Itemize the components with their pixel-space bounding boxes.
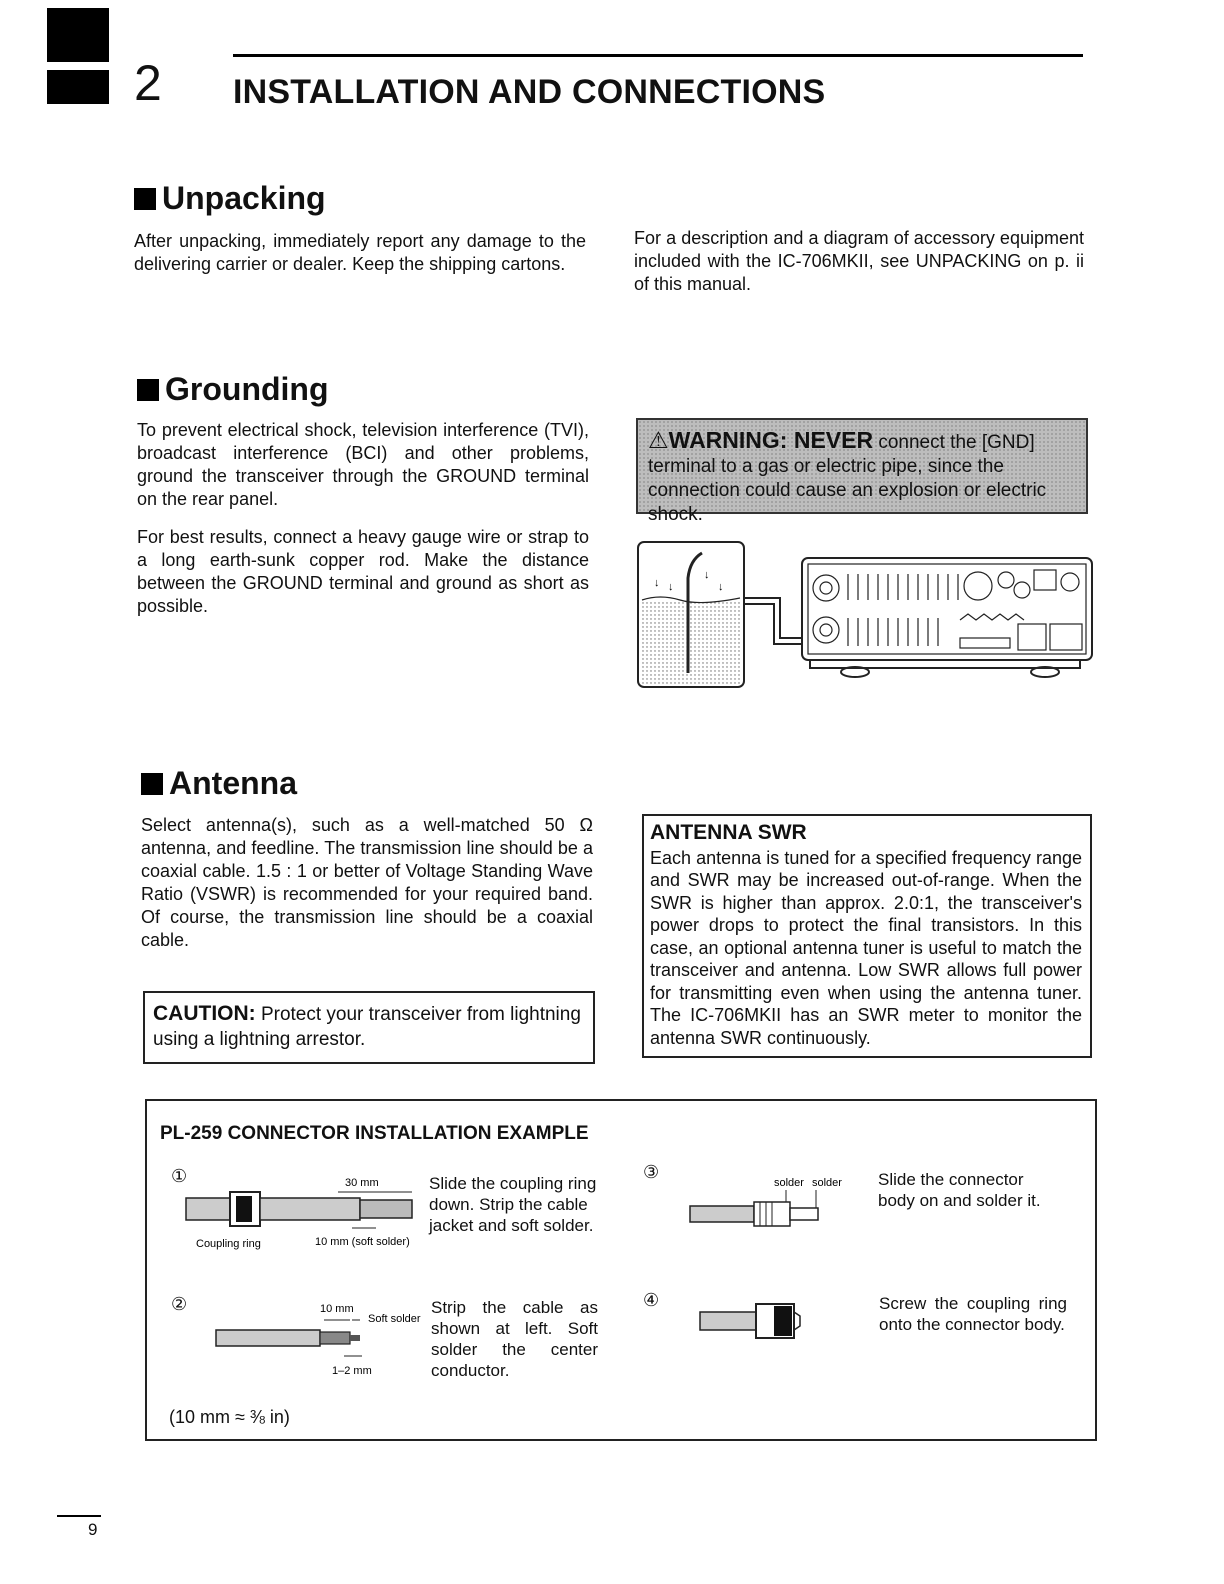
warning-label: WARNING: NEVER [668,427,874,453]
unpacking-left-text: After unpacking, immediately report any damage to the delivering carrier or dealer. Keep the shipping cartons. [134,231,586,274]
warning-icon: ⚠ [648,427,669,453]
pl259-title: PL-259 CONNECTOR INSTALLATION EXAMPLE [160,1123,589,1144]
warning-text: connect the [GND] terminal to a gas or electric pipe, since the connection could cause an explosion or electric shock. [648,432,1047,525]
step-2-label-soft-solder: Soft solder [368,1313,421,1325]
chapter-title: INSTALLATION AND CONNECTIONS [233,73,826,111]
transceiver-rear-panel [802,558,1092,677]
antenna-heading: Antenna [141,765,297,802]
step-4-number: ④ [643,1290,660,1310]
caution-label: CAUTION: [153,1002,256,1025]
pl259-note: (10 mm ≈ ⅜ in) [169,1407,290,1427]
svg-text:↓: ↓ [668,581,674,593]
svg-text:↓: ↓ [654,577,660,589]
step-3-number: ③ [643,1162,660,1182]
step-4-diagram [696,1298,816,1346]
section-bullet-icon [137,379,159,401]
step-3-label-solder-1: solder [774,1177,804,1189]
footer-rule [57,1515,101,1517]
caution-box [143,991,595,1064]
earth-rod-illustration [638,542,744,687]
grounding-para-1: To prevent electrical shock, television interference (TVI), broadcast interference (BCI) and other problems, ground the transceiver through the GROUND terminal on the rear panel. [137,420,589,509]
step-3-label-solder-2: solder [812,1177,842,1189]
section-bullet-icon [134,188,156,210]
svg-text:↓: ↓ [704,569,710,581]
step-3-diagram [686,1170,856,1230]
step-2-text: Strip the cable as shown at left. Soft solder the center conductor. [431,1298,598,1380]
svg-text:↓: ↓ [718,581,724,593]
page-number: 9 [88,1520,98,1539]
step-4-text: Screw the coupling ring onto the connector body. [879,1294,1067,1334]
step-1-label-coupling-ring: Coupling ring [196,1238,261,1250]
antenna-para: Select antenna(s), such as a well-matched 50 Ω antenna, and feedline. The transmission line should be a coaxial cable. 1.5 : 1 or better of Voltage Standing Wave Ratio (VSWR) is recommended for your required band. Of course, the transmission line should be a coaxial cable. [141,815,593,950]
step-1-number: ① [171,1166,188,1186]
caution-text: Protect your transceiver from lightning using a lightning arrestor. [153,1004,581,1050]
swr-title: ANTENNA SWR [650,821,807,844]
step-1-text: Slide the coupling ring down. Strip the cable jacket and soft solder. [429,1174,597,1235]
swr-text: Each antenna is tuned for a specified frequency range and SWR may be increased out-of-range. When the SWR is higher than approx. 2.0:1, the transceiver's power drops to protect the final transistors. In this case, an optional antenna tuner is useful to match the transceiver and antenna. Low SWR allows full power for transmitting even when using the antenna tuner. The IC-706MKII has an SWR meter to monitor the antenna SWR continuously. [650,847,1082,1048]
grounding-heading: Grounding [137,371,329,408]
step-1-diagram [180,1170,420,1250]
chapter-number: 2 [134,55,162,111]
step-2-diagram [212,1298,421,1380]
step-2-number: ② [171,1294,188,1314]
step-2-label-1-2mm: 1–2 mm [332,1365,372,1377]
antenna-swr-box [642,814,1092,1058]
chapter-tab-lower [47,70,109,104]
unpacking-heading: Unpacking [134,180,326,217]
unpacking-right-text: For a description and a diagram of accessory equipment included with the IC-706MKII, see UNPACKING on p. ii of this manual. [634,228,1084,294]
step-1-label-30mm: 30 mm [345,1177,379,1189]
step-2-label-10mm: 10 mm [320,1303,354,1315]
section-bullet-icon [141,773,163,795]
step-3-text: Slide the connector body on and solder it. [878,1170,1041,1210]
grounding-para-2: For best results, connect a heavy gauge wire or strap to a long earth-sunk copper rod. Make the distance between the GROUND terminal and ground as short as possible. [137,527,589,616]
warning-box [636,418,1088,525]
grounding-diagram [630,538,1100,693]
chapter-tab-upper [47,8,109,62]
pl259-box [145,1099,1097,1441]
header-rule [233,54,1083,57]
step-1-label-10mm: 10 mm (soft solder) [315,1236,410,1248]
